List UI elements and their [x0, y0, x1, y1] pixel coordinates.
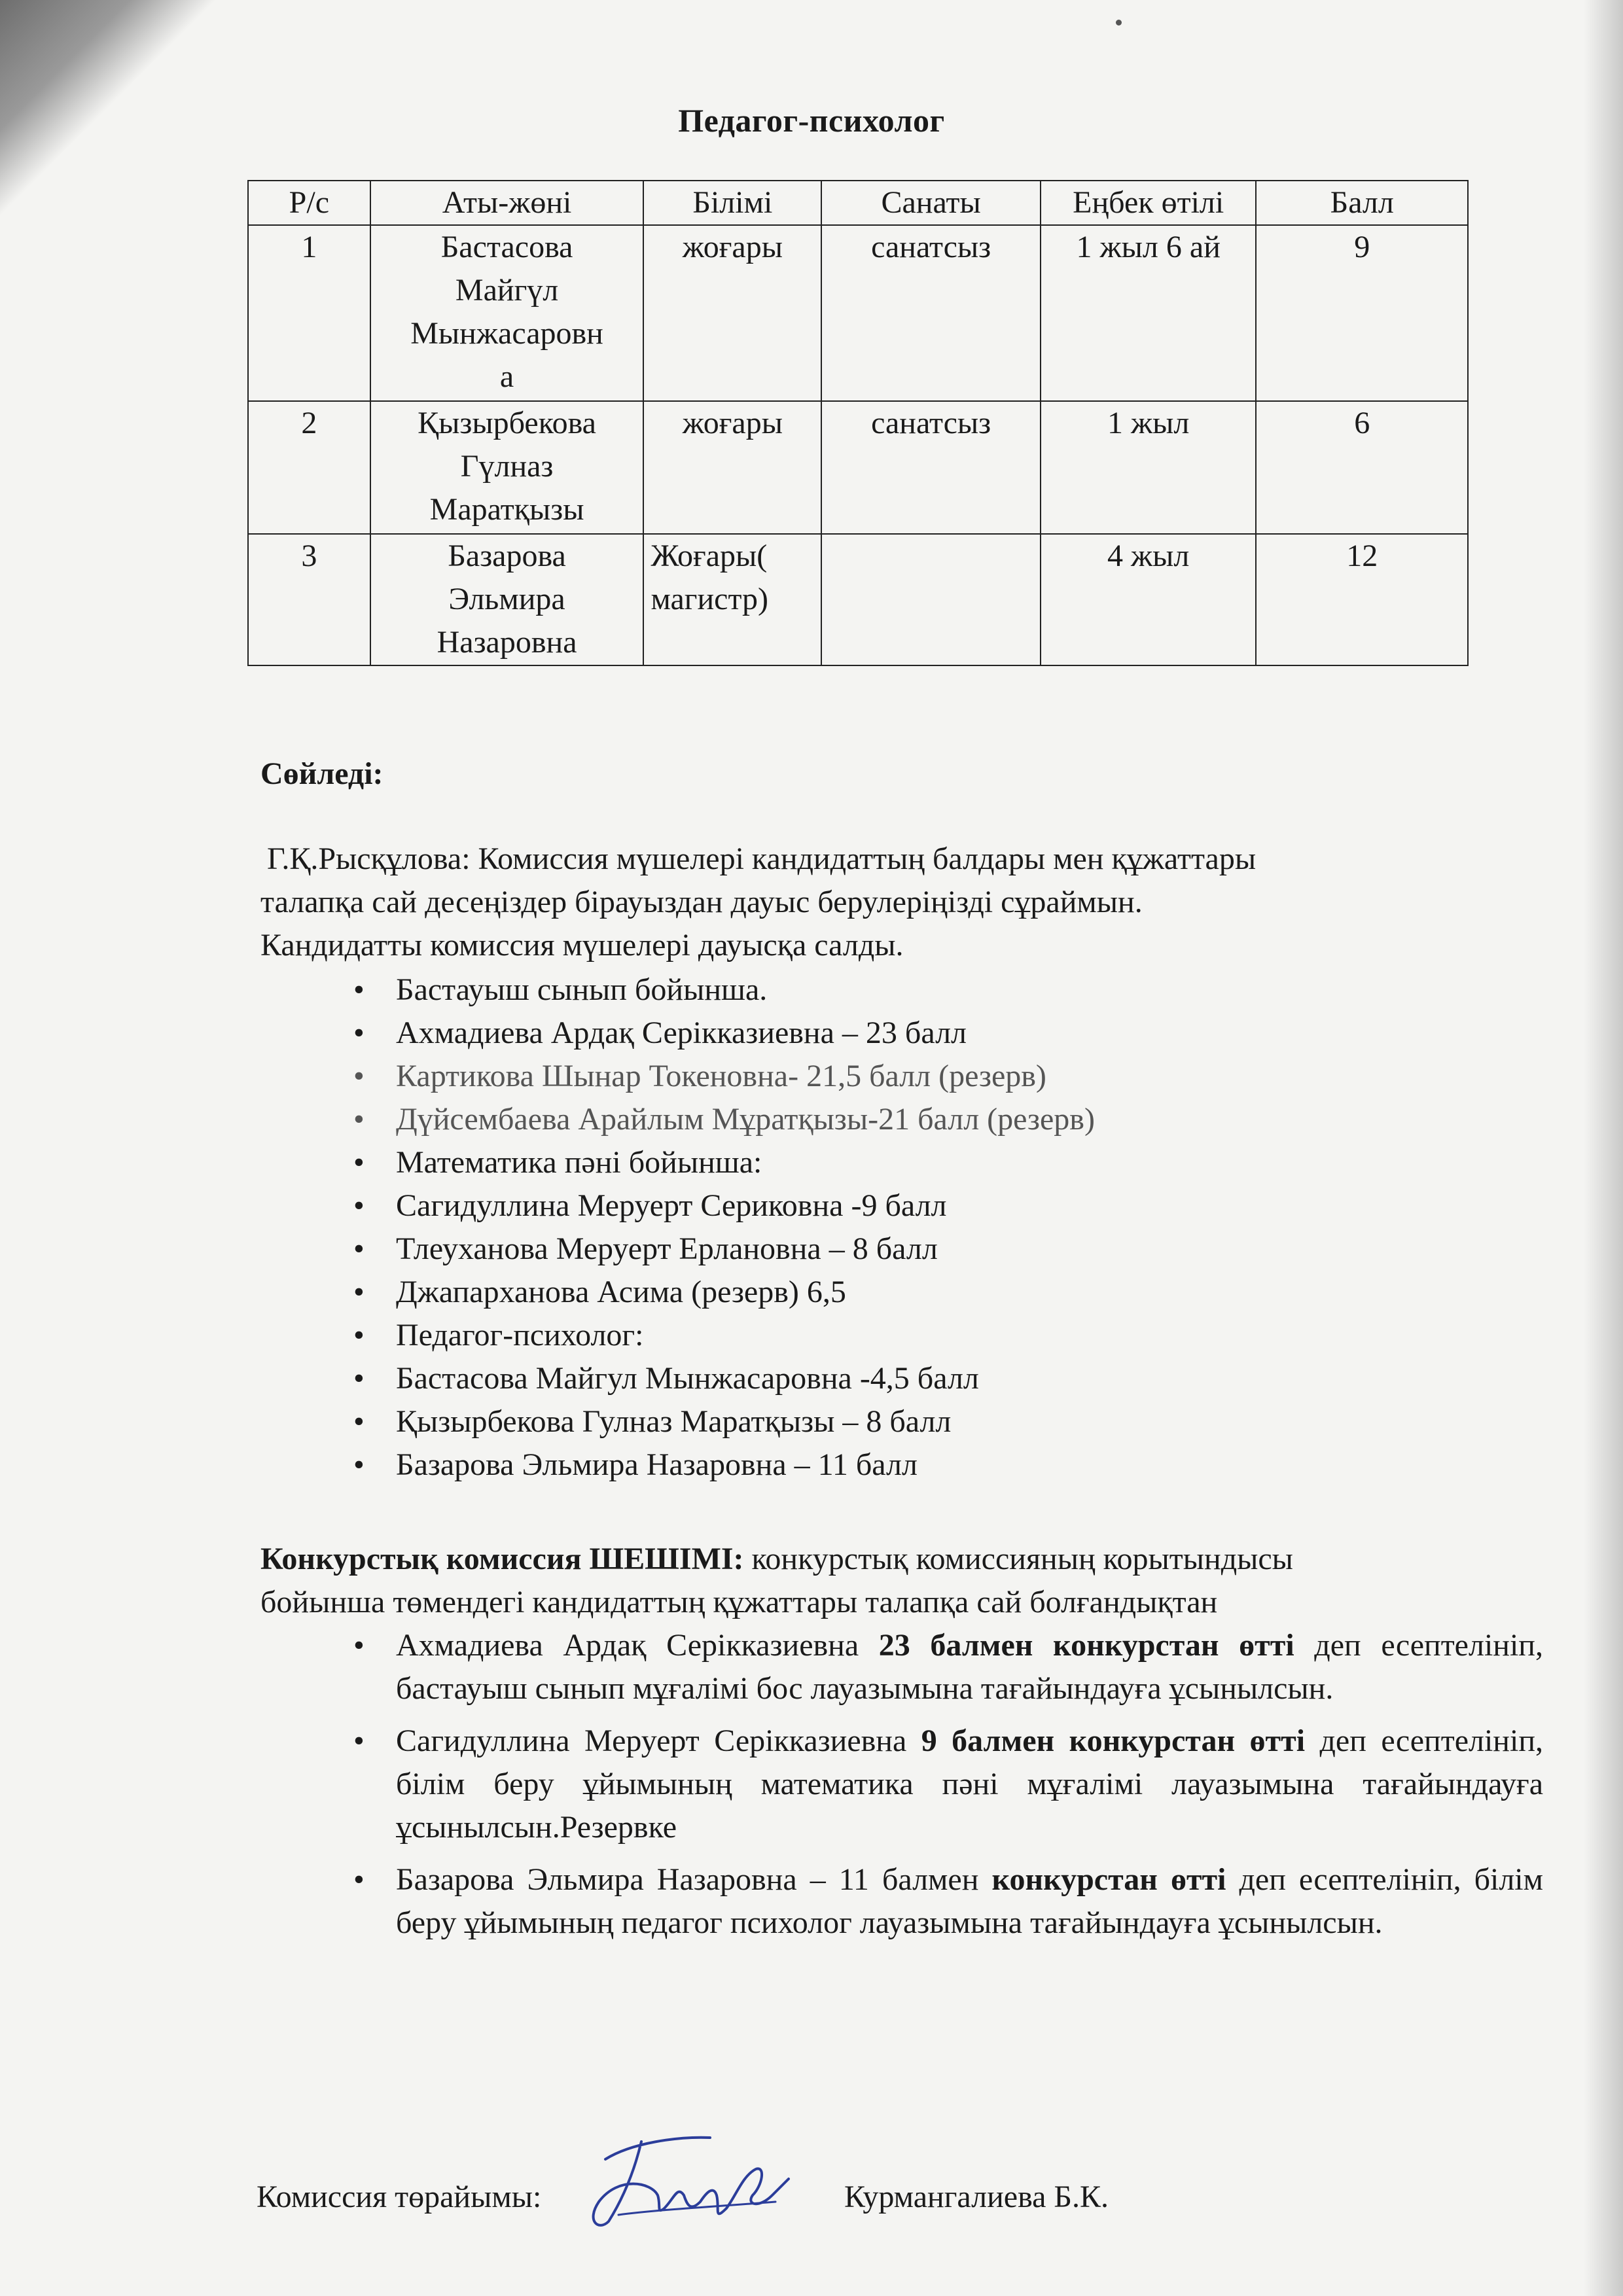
speech-line: Кандидатты комиссия мүшелері дауысқа салды. [260, 928, 904, 963]
decision-list [353, 1624, 1543, 1945]
name-line: Қызырбекова [418, 406, 596, 440]
list-item: • Ахмадиева Ардақ Серікказиевна – 23 балл [353, 1012, 1531, 1055]
name-line: Маратқызы [429, 492, 584, 527]
item-text: деп есептелініп, білім беру ұйымының педагог психолог лауазымына тағайындауға ұсынылсын. [396, 1862, 1544, 1940]
cell-education [643, 534, 821, 665]
cell-name [370, 401, 644, 534]
list-item [353, 1720, 1543, 1849]
vote-list [353, 968, 1531, 1487]
education-line: жоғары [682, 406, 783, 440]
candidates-table [247, 180, 1469, 666]
header-name: Аты-жөні [370, 181, 644, 225]
cell-education [643, 225, 821, 401]
signature-name: Курмангалиева Б.К. [844, 2180, 1109, 2214]
scan-shadow-edge [1584, 0, 1623, 2296]
cell-education [643, 401, 821, 534]
handwritten-signature [579, 2123, 802, 2234]
list-item: • Математика пәні бойынша: [353, 1141, 1531, 1184]
decision-text: конкурстық комиссияның корытындысы [743, 1542, 1293, 1576]
cell-score: 6 [1256, 401, 1468, 534]
item-bold: 9 балмен конкурстан өтті [921, 1723, 1306, 1758]
cell-name [370, 534, 644, 665]
name-line: Бастасова [440, 230, 573, 264]
speech-line: талапқа сай десеңіздер бірауыздан дауыс берулеріңізді сұраймын. [260, 885, 1143, 919]
spoke-heading: Сөйледі: [260, 756, 383, 791]
name-line: Майгүл [455, 273, 559, 308]
item-text: Ахмадиева Ардақ Серікказиевна [396, 1628, 879, 1663]
cell-category: санатсыз [821, 225, 1041, 401]
cell-num: 2 [248, 401, 370, 534]
name-line: Мынжасаровн [410, 316, 603, 351]
list-item: • Картикова Шынар Токеновна- 21,5 балл (резерв) [353, 1055, 1531, 1098]
item-text: Сагидуллина Меруерт Серікказиевна [396, 1723, 921, 1758]
item-text: Базарова Эльмира Назаровна – 11 балмен [396, 1862, 992, 1897]
table-row [248, 401, 1468, 534]
cell-experience: 1 жыл 6 ай [1041, 225, 1257, 401]
header-num: Р/с [248, 181, 370, 225]
list-item: • Сагидуллина Меруерт Сериковна -9 балл [353, 1184, 1531, 1227]
education-line: Жоғары( [651, 539, 768, 573]
list-item: • Дүйсембаева Арайлым Мұратқызы-21 балл (резерв) [353, 1098, 1531, 1141]
decision-intro [260, 1538, 1543, 1581]
page-title: Педагог-психолог [678, 102, 945, 139]
item-bold: конкурстан өтті [991, 1862, 1226, 1897]
table-header-row [248, 181, 1468, 225]
cell-num: 3 [248, 534, 370, 665]
decision-text-line: бойынша төмендегі кандидаттың құжаттары талапқа сай болғандықтан [260, 1585, 1218, 1619]
list-item: • Базарова Эльмира Назаровна – 11 балл [353, 1443, 1531, 1487]
header-score: Балл [1256, 181, 1468, 225]
name-line: а [499, 359, 514, 394]
table-row [248, 225, 1468, 401]
cell-category [821, 534, 1041, 665]
list-item: • Педагог-психолог: [353, 1314, 1531, 1357]
header-experience: Еңбек өтілі [1041, 181, 1257, 225]
list-item: • Джапарханова Асима (резерв) 6,5 [353, 1271, 1531, 1314]
education-line: магистр) [651, 582, 769, 616]
cell-experience: 4 жыл [1041, 534, 1257, 665]
list-item [353, 1858, 1543, 1945]
list-item [353, 1624, 1543, 1710]
list-item: • Бастасова Майгул Мынжасаровна -4,5 балл [353, 1357, 1531, 1400]
name-line: Базарова [448, 539, 566, 573]
cell-score: 9 [1256, 225, 1468, 401]
list-item: • Тлеуханова Меруерт Ерлановна – 8 балл [353, 1227, 1531, 1271]
table-row [248, 534, 1468, 665]
signature-label: Комиссия төрайымы: [257, 2180, 542, 2214]
list-item: • Қызырбекова Гулназ Маратқызы – 8 балл [353, 1400, 1531, 1443]
cell-score: 12 [1256, 534, 1468, 665]
item-text: деп есептелініп, бастауыш сынып мұғалімі бос лауазымына тағайындауға ұсынылсын. [396, 1628, 1543, 1706]
name-line: Эльмира [448, 582, 565, 616]
header-category: Санаты [821, 181, 1041, 225]
education-line: жоғары [682, 230, 783, 264]
list-item: • Бастауыш сынып бойынша. [353, 968, 1531, 1012]
header-education: Білімі [643, 181, 821, 225]
name-line: Назаровна [437, 625, 577, 660]
cell-num: 1 [248, 225, 370, 401]
item-bold: 23 балмен конкурстан өтті [878, 1628, 1294, 1663]
cell-experience: 1 жыл [1041, 401, 1257, 534]
name-line: Гүлназ [460, 449, 554, 484]
scan-speck [1116, 20, 1122, 26]
cell-category: санатсыз [821, 401, 1041, 534]
decision-label: Конкурстық комиссия ШЕШІМІ: [260, 1542, 744, 1576]
item-text: деп есептелініп, білім беру ұйымының математика пәні мұғалімі лауазымына тағайындауға ұсынылсын.Резервке [396, 1723, 1544, 1845]
cell-name [370, 225, 644, 401]
speech-line: Г.Қ.Рысқұлова: Комиссия мүшелері кандидаттың балдары мен құжаттары [267, 841, 1257, 876]
